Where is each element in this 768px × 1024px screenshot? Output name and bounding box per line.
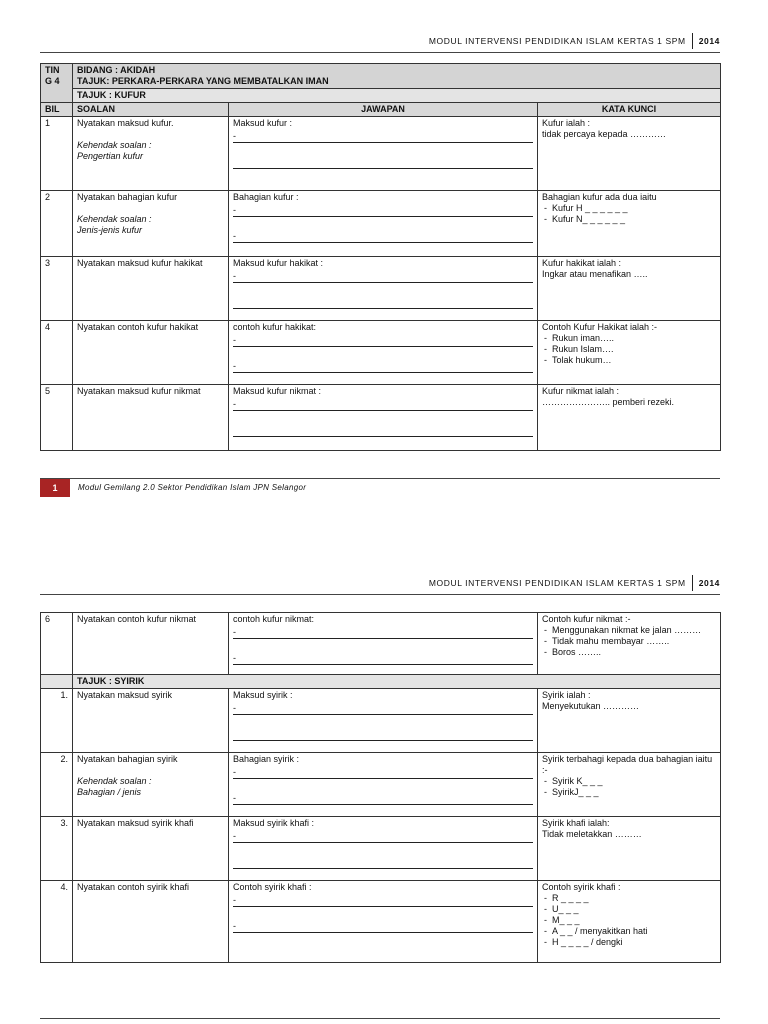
answer-line[interactable]	[233, 857, 533, 869]
table-row	[41, 117, 721, 191]
row-kata-kunci: Kufur nikmat ialah : ………………….. pemberi rezeki.	[538, 385, 721, 451]
row-bil: 4.	[41, 881, 73, 963]
row-soalan: Nyatakan contoh kufur hakikat	[73, 321, 229, 385]
answer-line[interactable]	[233, 231, 533, 243]
answer-line[interactable]	[233, 157, 533, 169]
bidang-label: BIDANG : AKIDAH	[77, 65, 156, 75]
tajuk-main-label: TAJUK: PERKARA-PERKARA YANG MEMBATALKAN IMAN	[77, 76, 329, 86]
page-number: 1	[40, 479, 70, 497]
col-bil: BIL	[41, 103, 73, 117]
table-row	[41, 191, 721, 257]
row-kata-kunci: Kufur hakikat ialah : Ingkar atau menafikan …..	[538, 257, 721, 321]
answer-line[interactable]	[233, 729, 533, 741]
header-rule	[40, 52, 720, 53]
row-kata-kunci: Syirik khafi ialah: Tidak meletakkan ………	[538, 817, 721, 881]
header-year: 2014	[692, 33, 720, 49]
tingkatan-cell: TIN G 4	[41, 64, 73, 103]
row-bil: 1.	[41, 689, 73, 753]
col-soalan: SOALAN	[73, 103, 229, 117]
table-row	[41, 881, 721, 963]
row-bil: 2.	[41, 753, 73, 817]
row-jawapan: contoh kufur nikmat: - -	[229, 613, 538, 675]
row-soalan: Nyatakan maksud syirik	[73, 689, 229, 753]
answer-line[interactable]	[233, 793, 533, 805]
row-soalan: Nyatakan bahagian kufur Kehendak soalan : Jenis-jenis kufur	[73, 191, 229, 257]
row-jawapan: Maksud kufur : -	[229, 117, 538, 191]
answer-line[interactable]	[233, 921, 533, 933]
row-soalan: Nyatakan contoh syirik khafi	[73, 881, 229, 963]
answer-line[interactable]	[233, 271, 533, 283]
table-row	[41, 613, 721, 675]
answer-line[interactable]	[233, 895, 533, 907]
col-jawapan: JAWAPAN	[229, 103, 538, 117]
answer-line[interactable]	[233, 831, 533, 843]
table-row	[41, 753, 721, 817]
answer-line[interactable]	[233, 361, 533, 373]
row-soalan: Nyatakan bahagian syirik Kehendak soalan : Bahagian / jenis	[73, 753, 229, 817]
tajuk-syirik: TAJUK : SYIRIK	[73, 675, 721, 689]
row-kata-kunci: Bahagian kufur ada dua iaitu - Kufur H _ _ _ _ _ _ - Kufur N_ _ _ _ _ _	[538, 191, 721, 257]
row-jawapan: Bahagian syirik : - -	[229, 753, 538, 817]
row-bil: 5	[41, 385, 73, 451]
row-jawapan: Bahagian kufur : - -	[229, 191, 538, 257]
col-kata-kunci: KATA KUNCI	[538, 103, 721, 117]
row-bil: 6	[41, 613, 73, 675]
row-kata-kunci: Syirik ialah : Menyekutukan …………	[538, 689, 721, 753]
answer-line[interactable]	[233, 131, 533, 143]
answer-line[interactable]	[233, 703, 533, 715]
tajuk-kufur: TAJUK : KUFUR	[73, 89, 721, 103]
row-bil: 1	[41, 117, 73, 191]
answer-line[interactable]	[233, 205, 533, 217]
answer-line[interactable]	[233, 767, 533, 779]
page-header	[429, 573, 720, 593]
table-row	[41, 817, 721, 881]
row-jawapan: Maksud kufur hakikat : -	[229, 257, 538, 321]
page-footer-edge	[40, 1018, 720, 1024]
header-rule	[40, 594, 720, 595]
row-soalan: Nyatakan contoh kufur nikmat	[73, 613, 229, 675]
tajuk-syirik-spacer	[41, 675, 73, 689]
row-soalan: Nyatakan maksud kufur. Kehendak soalan : Pengertian kufur	[73, 117, 229, 191]
header-year: 2014	[692, 575, 720, 591]
row-bil: 3.	[41, 817, 73, 881]
row-bil: 2	[41, 191, 73, 257]
row-bil: 3	[41, 257, 73, 321]
page-header	[429, 31, 720, 51]
table-row	[41, 257, 721, 321]
answer-line[interactable]	[233, 297, 533, 309]
answer-line[interactable]	[233, 653, 533, 665]
row-soalan: Nyatakan maksud syirik khafi	[73, 817, 229, 881]
row-kata-kunci: Contoh kufur nikmat :- - Menggunakan nikmat ke jalan ……… - Tidak mahu membayar …….. - Boros ……..	[538, 613, 721, 675]
table-row	[41, 385, 721, 451]
row-jawapan: Maksud kufur nikmat : -	[229, 385, 538, 451]
row-soalan: Nyatakan maksud kufur nikmat	[73, 385, 229, 451]
row-soalan: Nyatakan maksud kufur hakikat	[73, 257, 229, 321]
header-title: MODUL INTERVENSI PENDIDIKAN ISLAM KERTAS 1 SPM	[428, 578, 686, 588]
answer-line[interactable]	[233, 425, 533, 437]
page-footer	[40, 478, 720, 496]
bidang-cell	[73, 64, 721, 89]
row-kata-kunci: Kufur ialah : tidak percaya kepada …………	[538, 117, 721, 191]
header-title: MODUL INTERVENSI PENDIDIKAN ISLAM KERTAS 1 SPM	[428, 36, 686, 46]
row-bil: 4	[41, 321, 73, 385]
answer-line[interactable]	[233, 335, 533, 347]
row-kata-kunci: Contoh Kufur Hakikat ialah :- - Rukun iman….. - Rukun Islam…. - Tolak hukum…	[538, 321, 721, 385]
table-row	[41, 321, 721, 385]
row-jawapan: Contoh syirik khafi : - -	[229, 881, 538, 963]
row-jawapan: contoh kufur hakikat: - -	[229, 321, 538, 385]
answer-line[interactable]	[233, 627, 533, 639]
row-kata-kunci: Contoh syirik khafi : - R _ _ _ _ - U_ _ _ - M_ _ _ - A _ _ / menyakitkan hati - H _ _ _ _ / dengki	[538, 881, 721, 963]
answer-line[interactable]	[233, 399, 533, 411]
worksheet-table-kufur	[40, 63, 721, 451]
table-row	[41, 689, 721, 753]
row-jawapan: Maksud syirik : -	[229, 689, 538, 753]
row-kata-kunci: Syirik terbahagi kepada dua bahagian iaitu :- - Syirik K_ _ _ - SyirikJ_ _ _	[538, 753, 721, 817]
footer-text: Modul Gemilang 2.0 Sektor Pendidikan Islam JPN Selangor	[78, 483, 307, 492]
row-jawapan: Maksud syirik khafi : -	[229, 817, 538, 881]
worksheet-table-syirik	[40, 612, 721, 963]
